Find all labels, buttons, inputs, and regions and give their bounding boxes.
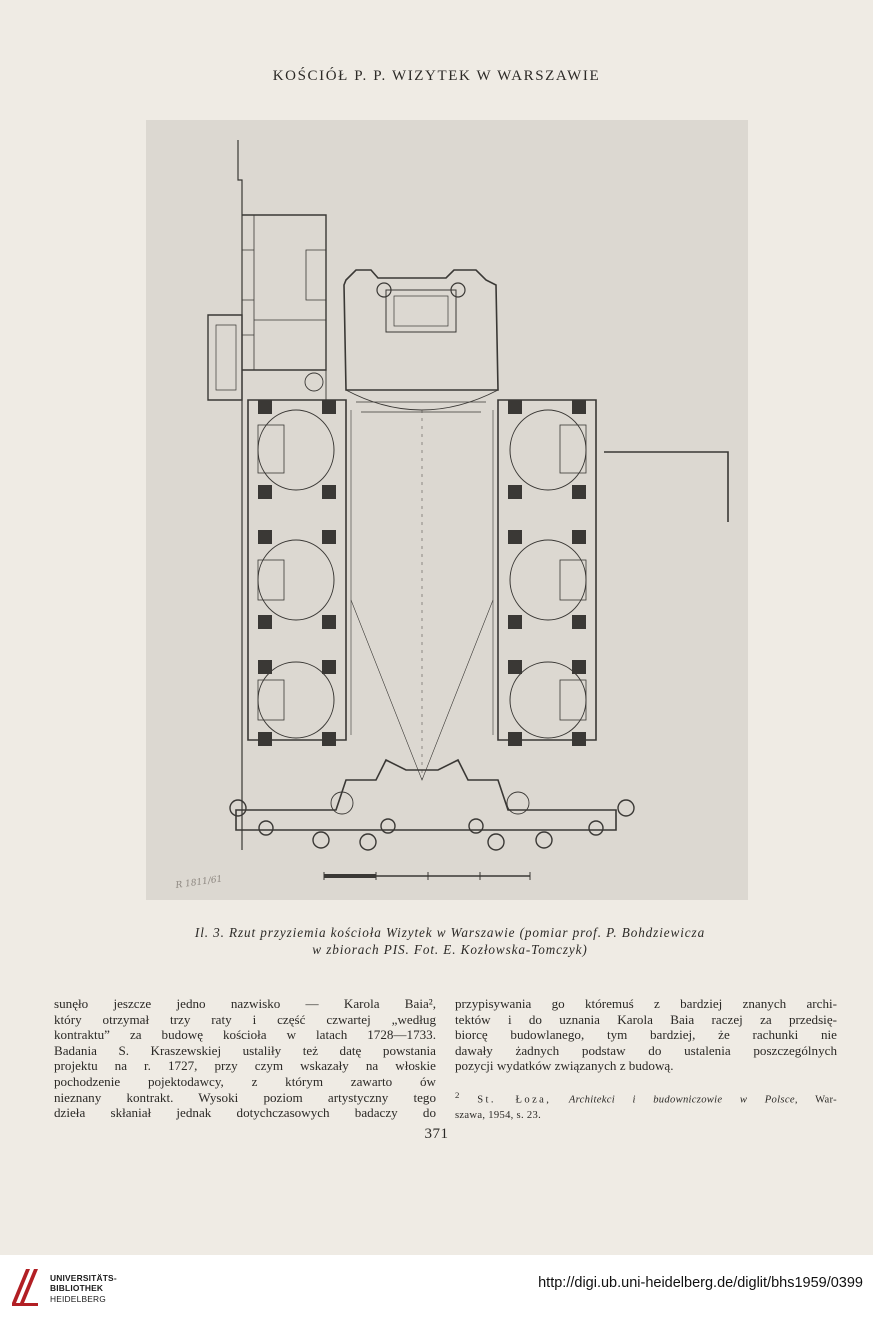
footnote-author: St. Łoza, bbox=[477, 1094, 552, 1106]
floor-plan-drawing bbox=[146, 120, 748, 900]
footnote bbox=[455, 1088, 837, 1123]
text-line: który otrzymał trzy raty i część czwartej „według bbox=[54, 1011, 436, 1027]
left-text-column bbox=[54, 996, 436, 1121]
library-name bbox=[50, 1273, 117, 1304]
footnote-line-2: szawa, 1954, s. 23. bbox=[455, 1109, 542, 1121]
page-number: 371 bbox=[424, 1126, 449, 1142]
digitization-footer bbox=[0, 1255, 873, 1319]
text-line: pochodzenie pojektodawcy, z którym zawarto ów bbox=[54, 1073, 436, 1089]
floor-plan-plate bbox=[146, 120, 748, 900]
text-line: nieznany kontrakt. Wysoki poziom artystyczny tego bbox=[54, 1089, 436, 1105]
caption-line-2: w zbiorach PIS. Fot. E. Kozłowska-Tomczyk) bbox=[312, 942, 588, 957]
university-library-logo-icon bbox=[8, 1263, 42, 1309]
text-line: projektu na r. 1727, przy czym wskazały na włoskie bbox=[54, 1058, 436, 1074]
caption-line-1: Il. 3. Rzut przyziemia kościoła Wizytek w Warszawie (pomiar prof. P. Bohdziewicza bbox=[194, 925, 706, 940]
footnote-rest: War- bbox=[815, 1094, 837, 1106]
running-head: KOŚCIÓŁ P. P. WIZYTEK W WARSZAWIE bbox=[272, 68, 601, 84]
right-text-column bbox=[455, 996, 837, 1123]
text-line: sunęło jeszcze jedno nazwisko — Karola Baia², bbox=[54, 996, 436, 1011]
text-line: Badania S. Kraszewskiej ustaliły też datę powstania bbox=[54, 1042, 436, 1058]
text-line: biorcę budowlanego, tym bardziej, że rachunki nie bbox=[455, 1027, 837, 1043]
library-line: UNIVERSITÄTS- bbox=[50, 1273, 117, 1283]
footnote-number: 2 bbox=[455, 1089, 460, 1100]
figure-caption bbox=[120, 924, 780, 958]
text-line: dawały żadnych podstaw do ustalenia poszczególnych bbox=[455, 1042, 837, 1058]
text-line: dzieła skłaniał jednak dotychczasowych badaczy do bbox=[54, 1105, 436, 1121]
footnote-title: Architekci i budowniczowie w Polsce, bbox=[568, 1094, 798, 1106]
text-line: przypisywania go któremuś z bardziej znanych archi- bbox=[455, 996, 837, 1011]
text-line: pozycji wydatków związanych z budową. bbox=[455, 1058, 674, 1074]
footnote-line-1 bbox=[455, 1088, 837, 1108]
text-line: kontraktu” za budowę kościoła w latach 1728—1733. bbox=[54, 1027, 436, 1043]
source-url-link[interactable]: http://digi.ub.uni-heidelberg.de/diglit/bhs1959/0399 bbox=[538, 1275, 863, 1291]
library-line: HEIDELBERG bbox=[50, 1293, 106, 1304]
text-line: tektów i do uznania Karola Baia raczej za przedsię- bbox=[455, 1011, 837, 1027]
pencil-mark: R 1811/61 bbox=[175, 874, 223, 891]
library-line: BIBLIOTHEK bbox=[50, 1283, 104, 1294]
